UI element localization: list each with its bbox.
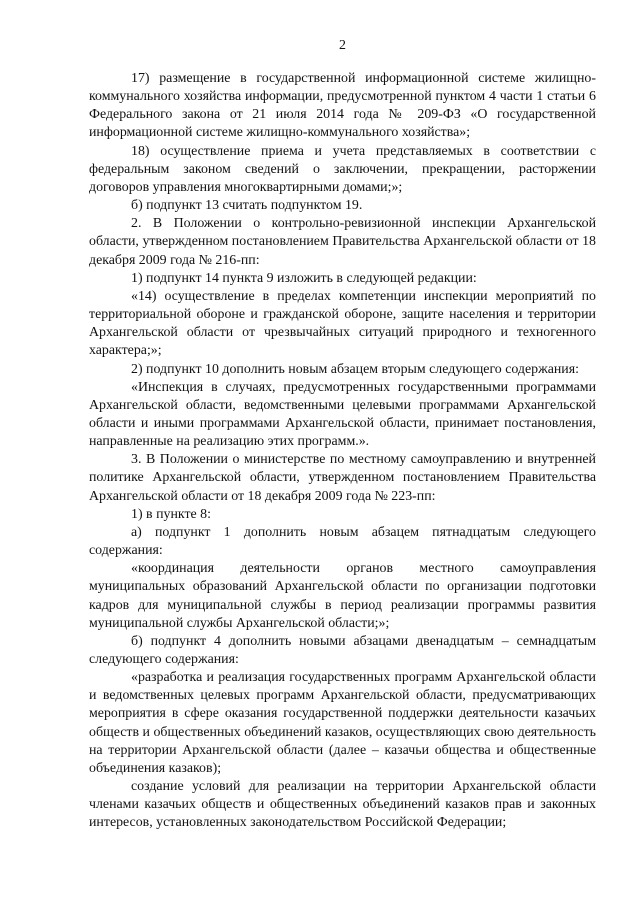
paragraph: создание условий для реализации на территории Архангельской области членами казачьих обществ и общественных объединений казаков прав и законных интересов, установленных законодательством Российской Федерации; xyxy=(89,779,596,831)
paragraph: «разработка и реализация государственных программ Архангельской области и ведомственных целевых программ Архангельской области, предусматривающих мероприятия в сфере оказания государственной поддержки деятельности казачьих обществ и общественных объединений казаков, осуществляющих свою деятельность на территории Архангельской области (далее – казачьи общества и общественные объединения казаков); xyxy=(89,670,596,776)
document-body xyxy=(89,70,596,833)
paragraph: «Инспекция в случаях, предусмотренных государственными программами Архангельской области, ведомственными целевыми программами Архангельской области и иными программами Архангельской области, принимает постановления, направленные на реализацию этих программ.». xyxy=(89,379,596,450)
page-number: 2 xyxy=(339,38,346,53)
paragraph: а) подпункт 1 дополнить новым абзацем пятнадцатым следующего содержания: xyxy=(89,524,596,559)
paragraph: 17) размещение в государственной информационной системе жилищно-коммунального хозяйства информации, предусмотренной пунктом 4 части 1 статьи 6 Федерального закона от 21 июля 2014 года № 209-ФЗ «О государственной информационной системе жилищно-коммунального хозяйства»; xyxy=(89,71,596,141)
paragraph: «координация деятельности органов местного самоуправления муниципальных образований Архангельской области по организации подготовки кадров для муниципальной службы в период реализации программы развития муниципальной службы Архангельской области;»; xyxy=(89,561,596,631)
paragraph: 1) в пункте 8: xyxy=(131,506,211,522)
paragraph: б) подпункт 13 считать подпунктом 19. xyxy=(131,198,363,214)
paragraph: 2) подпункт 10 дополнить новым абзацем вторым следующего содержания: xyxy=(131,361,579,377)
paragraph: «14) осуществление в пределах компетенции инспекции мероприятий по территориальной обороне и гражданской обороне, защите населения и территории Архангельской области от чрезвычайных ситуаций природного и техногенного характера;»; xyxy=(89,288,596,359)
paragraph: 1) подпункт 14 пункта 9 изложить в следующей редакции: xyxy=(131,270,477,286)
paragraph: б) подпункт 4 дополнить новыми абзацами двенадцатым – семнадцатым следующего содержания: xyxy=(89,633,596,667)
paragraph: 3. В Положении о министерстве по местному самоуправлению и внутренней политике Архангельской области, утвержденном постановлением Правительства Архангельской области от 18 декабря 2009 года № 223-пп: xyxy=(89,452,596,504)
paragraph: 2. В Положении о контрольно-ревизионной инспекции Архангельской области, утвержденном постановлением Правительства Архангельской области от 18 декабря 2009 года № 216-пп: xyxy=(89,216,596,268)
paragraph: 18) осуществление приема и учета представляемых в соответствии с федеральным законом сведений о заключении, прекращении, расторжении договоров управления многоквартирными домами;»; xyxy=(89,143,596,195)
